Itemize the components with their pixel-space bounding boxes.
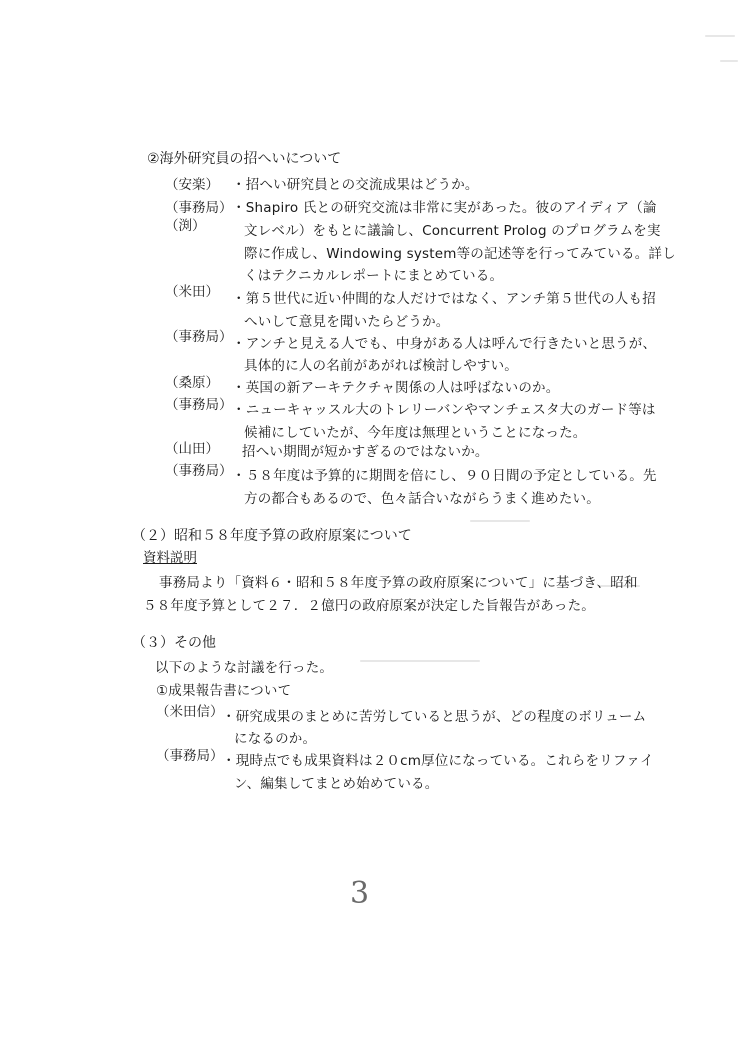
speaker-label: （事務局） [156, 748, 224, 764]
remark-line: ・招へい研究員との交流成果はどうか。 [232, 177, 479, 193]
section-budget-heading: （２）昭和５８年度予算の政府原案について [132, 528, 412, 544]
remark-line: ・アンチと見える人でも、中身がある人は呼んで行きたいと思うが、 [232, 336, 657, 352]
remark-line: 文レベル）をもとに議論し、Concurrent Prolog のプログラムを実 [244, 223, 661, 239]
speaker-label: （事務局） [165, 463, 233, 479]
subsection-heading: ①成果報告書について [156, 683, 292, 699]
speaker-label: （米田） [165, 284, 219, 300]
scan-noise [360, 660, 480, 662]
remark-line: ン、編集してまとめ始めている。 [234, 776, 439, 792]
speaker-label: （事務局） [165, 397, 233, 413]
speaker-label: （事務局） [165, 200, 233, 216]
remark-line: ・５８年度は予算的に期間を倍にし、９０日間の予定としている。先 [232, 468, 657, 484]
scan-noise [705, 35, 735, 37]
remark-line: ・第５世代に近い仲間的な人だけではなく、アンチ第５世代の人も招 [232, 291, 656, 307]
speaker-label: （渕） [165, 218, 206, 234]
remark-line: 具体的に人の名前があがれば検討しやすい。 [244, 358, 518, 374]
remark-line: ・Shapiro 氏との研究交流は非常に実があった。彼のアイディア（論 [232, 200, 657, 216]
section-foreign-heading: ②海外研究員の招へいについて [147, 151, 342, 167]
remark-line: 招へい期間が短かすぎるのではないか。 [242, 444, 489, 460]
section-other-heading: （３）その他 [132, 635, 216, 651]
remark-line: へいして意見を聞いたらどうか。 [244, 314, 450, 330]
remark-line: くはテクニカルレポートにまとめている。 [244, 268, 504, 284]
section-budget-subheading: 資料説明 [143, 550, 197, 566]
remark-line: ・研究成果のまとめに苦労していると思うが、どの程度のボリューム [222, 709, 647, 725]
remark-line: ・英国の新アーキテクチャ関係の人は呼ばないのか。 [232, 380, 560, 396]
paragraph-line: 事務局より「資料６・昭和５８年度予算の政府原案について」に基づき、昭和 [159, 575, 638, 591]
paragraph-line: ５８年度予算として２７．２億円の政府原案が決定した旨報告があった。 [143, 598, 595, 614]
speaker-label: （山田） [165, 441, 219, 457]
scan-noise [720, 60, 738, 62]
remark-line: ・ニューキャッスル大のトレリーバンやマンチェスタ大のガード等は [232, 402, 656, 418]
speaker-label: （安楽） [165, 177, 219, 193]
remark-line: 方の都合もあるので、色々話合いながらうまく進めたい。 [244, 491, 600, 507]
scan-noise [470, 520, 530, 522]
remark-line: 候補にしていたが、今年度は無理ということになった。 [244, 425, 587, 441]
speaker-label: （米田信） [156, 704, 224, 720]
speaker-label: （事務局） [165, 329, 233, 345]
remark-line: ・現時点でも成果資料は２０cm厚位になっている。これらをリファイ [222, 753, 654, 769]
speaker-label: （桑原） [165, 375, 219, 391]
paragraph-line: 以下のような討議を行った。 [155, 660, 334, 676]
remark-line: になるのか。 [234, 731, 317, 747]
page-number: 3 [350, 876, 370, 911]
remark-line: 際に作成し、Windowing system等の記述等を行ってみている。詳し [244, 246, 676, 262]
